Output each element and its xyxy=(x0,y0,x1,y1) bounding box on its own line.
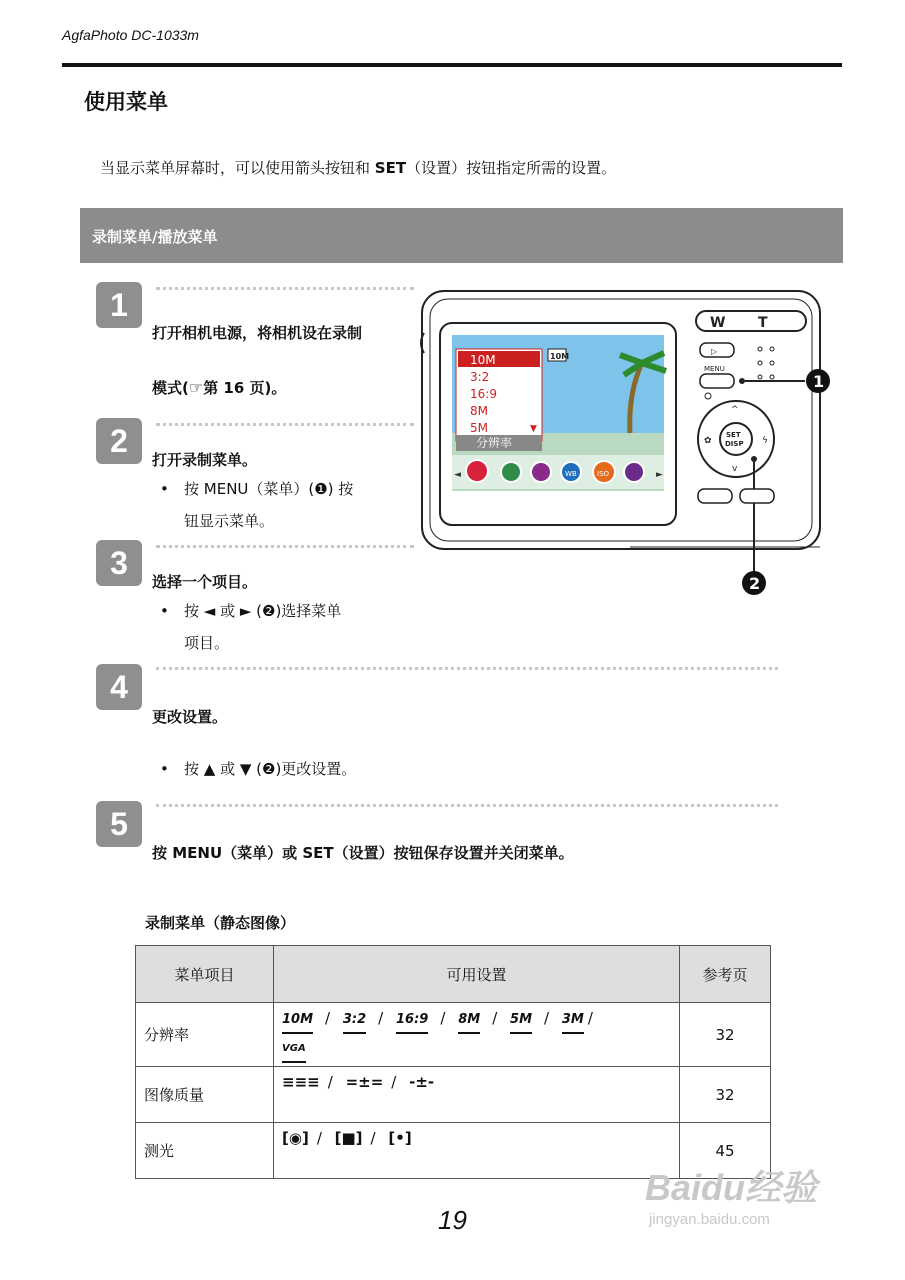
column-header: 可用设置 xyxy=(274,946,680,1003)
menu-option-label: 3:2 xyxy=(470,370,490,384)
header-rule xyxy=(62,63,842,67)
option-icon-vga: VGA xyxy=(282,1037,306,1063)
quality-menu-icon xyxy=(501,462,521,482)
metering-center-icon: [■] xyxy=(334,1129,363,1147)
options-cell: [◉] / [■] / [•] xyxy=(274,1123,680,1179)
step-divider xyxy=(156,667,778,670)
step-badge-1: 1 xyxy=(96,282,142,328)
step-4-title: 更改设置。 xyxy=(152,708,228,726)
step-1-title-line2: 模式(☞第 16 页)。 xyxy=(152,378,287,397)
step-3-title: 选择一个项目。 xyxy=(152,573,258,591)
step-badge-3: 3 xyxy=(96,540,142,586)
camera-back-illustration xyxy=(420,283,845,603)
option-icon-3-2: 3:2 xyxy=(343,1008,366,1034)
page-title: 使用菜单 xyxy=(84,90,168,114)
step-badge-4: 4 xyxy=(96,664,142,710)
svg-text:W: W xyxy=(710,315,726,331)
watermark-logo: Baidu经验 xyxy=(645,1167,818,1208)
play-icon: ▷ xyxy=(711,347,718,356)
step-divider xyxy=(156,804,778,807)
menu-option-label: 5M xyxy=(470,421,488,435)
section-title: 录制菜单/播放菜单 xyxy=(92,228,218,246)
menu-option-label: 16:9 xyxy=(470,387,497,401)
delete-button xyxy=(740,489,774,503)
page-number: 19 xyxy=(438,1205,467,1235)
up-arrow-icon: ^ xyxy=(731,405,739,415)
step-3-bullet: • 按 ◄ 或 ► (❷)选择菜单 项目。 xyxy=(160,602,342,652)
step-divider xyxy=(156,423,414,426)
document-model-header: AgfaPhoto DC-1033m xyxy=(62,27,199,43)
quality-fine-icon: ≡≡≡ xyxy=(282,1073,320,1091)
metering-menu-icon xyxy=(531,462,551,482)
option-icon-16-9: 16:9 xyxy=(396,1008,428,1034)
menu-item-cell: 图像质量 xyxy=(136,1067,274,1123)
scroll-down-icon: ▼ xyxy=(530,424,537,434)
step-2-bullet: • 按 MENU（菜单）(❶) 按 钮显示菜单。 xyxy=(160,480,354,530)
quality-normal-icon: =±= xyxy=(345,1073,384,1091)
page-ref-cell: 32 xyxy=(680,1003,771,1067)
pointing-hand-icon: ☞ xyxy=(188,378,204,397)
column-header: 参考页 xyxy=(680,946,771,1003)
table-title: 录制菜单（静态图像） xyxy=(145,914,296,932)
flash-icon: ϟ xyxy=(762,436,768,446)
menu-item-cell: 分辨率 xyxy=(136,1003,274,1067)
svg-text:ISO: ISO xyxy=(597,470,610,478)
watermark-url: jingyan.baidu.com xyxy=(649,1211,770,1228)
option-icon-10m: 10M xyxy=(282,1008,313,1034)
step-badge-5: 5 xyxy=(96,801,142,847)
right-arrow-icon: ► xyxy=(656,470,663,480)
metering-spot-icon: [◉] xyxy=(282,1129,309,1147)
option-icon-5m: 5M xyxy=(510,1008,532,1034)
step-5-title: 按 MENU（菜单）或 SET（设置）按钮保存设置并关闭菜单。 xyxy=(152,844,574,862)
exposure-menu-icon xyxy=(624,462,644,482)
size-badge: 10M xyxy=(550,352,570,361)
table-row xyxy=(136,1003,771,1067)
svg-text:WB: WB xyxy=(565,470,577,478)
watermark xyxy=(645,1160,817,1228)
page-ref-cell: 45 xyxy=(680,1123,771,1179)
menu-button xyxy=(700,374,734,388)
function-button xyxy=(698,489,732,503)
options-cell: ≡≡≡ / =±= / -±- xyxy=(274,1067,680,1123)
menu-option-label: 10M xyxy=(470,353,496,367)
page-ref-cell: 32 xyxy=(680,1067,771,1123)
step-badge-2: 2 xyxy=(96,418,142,464)
svg-text:DISP: DISP xyxy=(725,440,744,448)
record-menu-table xyxy=(135,945,771,1179)
svg-text:2: 2 xyxy=(749,574,761,593)
left-arrow-icon: ◄ xyxy=(454,470,461,480)
menu-option-label: 8M xyxy=(470,404,488,418)
quality-economy-icon: -±- xyxy=(409,1073,435,1091)
step-4-bullet: • 按 ▲ 或 ▼ (❷)更改设置。 xyxy=(160,760,357,778)
svg-text:T: T xyxy=(758,315,768,331)
table-header-row xyxy=(136,946,771,1003)
step-divider xyxy=(156,287,414,290)
menu-caption: 分辨率 xyxy=(476,436,513,450)
table-row xyxy=(136,1067,771,1123)
step-2-title: 打开录制菜单。 xyxy=(152,451,258,469)
svg-text:MENU: MENU xyxy=(704,365,725,373)
svg-text:SET: SET xyxy=(726,431,741,439)
down-arrow-icon: v xyxy=(732,464,738,474)
options-cell: 10M / 3:2 / 16:9 / 8M / 5M / 3M / VGA xyxy=(274,1003,680,1067)
option-icon-8m: 8M xyxy=(458,1008,480,1034)
menu-item-cell: 测光 xyxy=(136,1123,274,1179)
metering-average-icon: [•] xyxy=(388,1129,412,1147)
option-icon-3m: 3M xyxy=(562,1008,584,1034)
step-1-title-line1: 打开相机电源，将相机设在录制 xyxy=(152,324,363,342)
intro-paragraph: 当显示菜单屏幕时，可以使用箭头按钮和 SET（设置）按钮指定所需的设置。 xyxy=(100,159,617,177)
macro-icon: ✿ xyxy=(704,436,712,446)
set-disp-button xyxy=(720,423,752,455)
resolution-menu-icon xyxy=(466,460,488,482)
column-header: 菜单项目 xyxy=(136,946,274,1003)
svg-text:1: 1 xyxy=(813,372,825,391)
section-header-bar xyxy=(80,208,843,263)
step-divider xyxy=(156,545,414,548)
